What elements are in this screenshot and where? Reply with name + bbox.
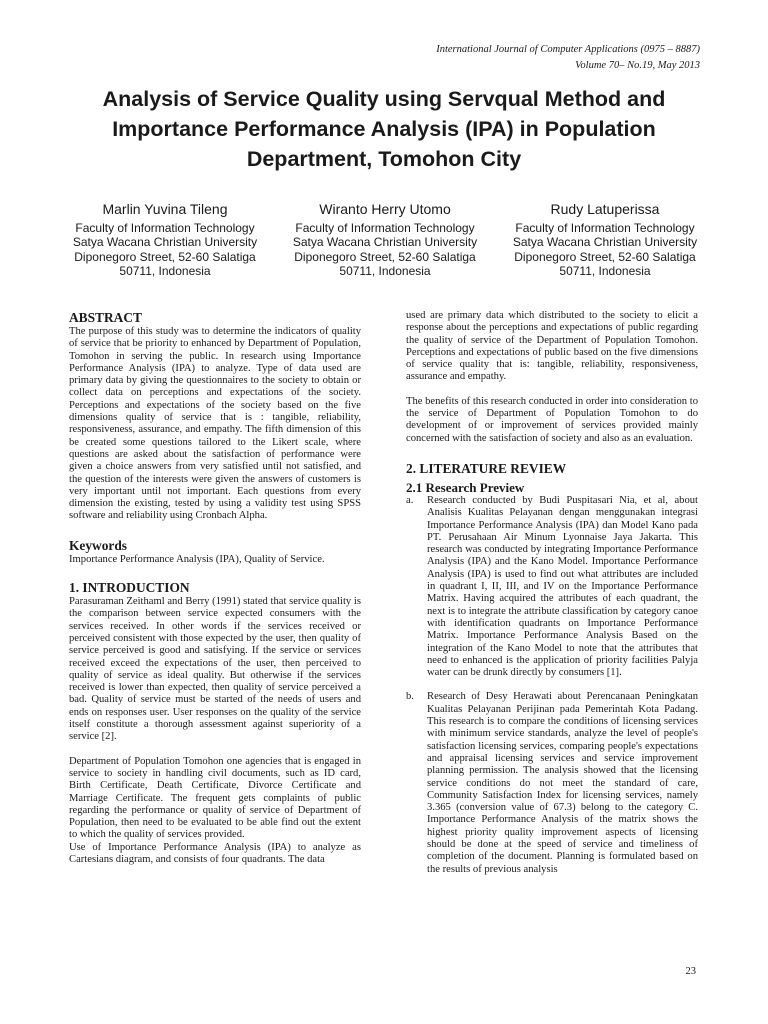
author-name: Rudy Latuperissa bbox=[550, 201, 660, 217]
author-1 bbox=[60, 202, 270, 279]
literature-item-b bbox=[406, 691, 698, 875]
right-column bbox=[406, 310, 698, 876]
paper-title: Analysis of Service Quality using Servqual Method and Importance Performance Analysis (IPA) in Population Department, Tomohon City bbox=[102, 87, 666, 171]
research-preview-subheading: 2.1 Research Preview bbox=[406, 479, 525, 495]
journal-volume: Volume 70– No.19, May 2013 bbox=[575, 60, 700, 71]
introduction-paragraph-2: Department of Population Tomohon one agencies that is engaged in service to society in handling civil documents, such as ID card, Birth Certificate, Death Certificate, Divorce Certificate and Marriage Certificate. The frequent gets complaints of public regarding the performance or quality of service of Department of Population, then need to be evaluated to be able find out the extent to which the quality of services provided. bbox=[69, 755, 361, 841]
journal-name: International Journal of Computer Applications (0975 – 8887) bbox=[436, 44, 700, 55]
author-2 bbox=[280, 202, 490, 279]
keywords-text: Importance Performance Analysis (IPA), Quality of Service. bbox=[69, 553, 325, 565]
list-marker: a. bbox=[406, 494, 414, 506]
introduction-heading: 1. INTRODUCTION bbox=[69, 580, 190, 596]
abstract-heading: ABSTRACT bbox=[69, 310, 142, 325]
keywords-heading: Keywords bbox=[69, 537, 128, 553]
literature-item-a bbox=[406, 495, 698, 679]
page-number: 23 bbox=[685, 966, 696, 977]
author-street: Diponegoro Street, 52-60 Salatiga bbox=[514, 249, 696, 264]
left-column bbox=[69, 310, 361, 866]
author-name: Wiranto Herry Utomo bbox=[319, 201, 451, 217]
list-marker: b. bbox=[406, 691, 414, 703]
author-university: Satya Wacana Christian University bbox=[72, 235, 258, 249]
author-postal: 50711, Indonesia bbox=[339, 264, 431, 278]
author-street: Diponegoro Street, 52-60 Salatiga bbox=[74, 249, 256, 264]
abstract-text: The purpose of this study was to determine the indicators of quality of service that be priority to enhanced by Department of Population, Tomohon in serving the public. In research using Importance Performance Analysis (IPA) to analyze. Type of data used are primary data by giving the questionnaires to the society to obtain or collect data on perceptions and expectations of the society. Perceptions and expectations of the society based on the five dimensions quality of service that is : tangible, reliability, responsiveness, assurance, and empathy. The fifth dimension of this be created some questions tailored to the Likert scale, where questions are asked about the satisfaction of performance were given a choice answers from very satisfied until not satisfied, and the question of the interests were given the answers of customers is very important until not important. Each questions from every dimension the existing, tested by using a validity test using SPSS software and reliability using Cronbach Alpha. bbox=[69, 326, 361, 522]
introduction-paragraph-3: Use of Importance Performance Analysis (IPA) to analyze as Cartesians diagram, and consists of four quadrants. The data bbox=[69, 841, 361, 865]
author-postal: 50711, Indonesia bbox=[559, 264, 651, 278]
author-faculty: Faculty of Information Technology bbox=[295, 220, 475, 235]
author-university: Satya Wacana Christian University bbox=[512, 235, 698, 249]
author-street: Diponegoro Street, 52-60 Salatiga bbox=[294, 249, 476, 264]
literature-item-text: Research of Desy Herawati about Perencanaan Peningkatan Kualitas Pelayanan Perijinan pada Pemerintah Kota Padang. This research is to compare the conditions of licensing services with minimum service standards, analyze the level of people's satisfaction licensing services, comparing people's expectations and appraisal licensing services and service improvement planning permission. The analysis showed that the licensing service conditions do not meet the standard of care, Community Satisfaction Index for licensing services, namely 3.365 (conversion value of 67.3) belong to the category C. Importance Performance Analysis of the matrix shows the highest priority quality improvement aspects of licensing should be done at the speed of service and timeliness of completion of the document. Planning is formulated based on the results of previous analysis bbox=[427, 691, 698, 875]
author-name: Marlin Yuvina Tileng bbox=[102, 201, 228, 217]
author-postal: 50711, Indonesia bbox=[119, 264, 211, 278]
journal-header bbox=[436, 42, 700, 74]
author-3 bbox=[500, 202, 710, 279]
literature-item-text: Research conducted by Budi Puspitasari Nia, et al, about Analisis Kualitas Pelayanan dengan menggunakan integrasi Importance Performance Analysis (IPA) dan Model Kano pada PT. Perusahaan Air Minum Lyonnaise Jaya Jakarta. This research was conducted by integrating Importance Performance Analysis (IPA) and the Kano Model. Importance Performance Analysis (IPA) is used to find out what attributes are included in quadrant I, II, III, and IV on the Importance Performance Matrix. Having acquired the attributes of each quadrant, the next is to integrate the attribute classification by category canoe with identification quadrants on Importance Performance Matrix. Importance Performance Analysis Based on the integration of the Kano Model to note that the attributes that need to enhanced is the application of priority facilities Palyja water can be drunk directly by consumers [1]. bbox=[427, 494, 698, 679]
author-university: Satya Wacana Christian University bbox=[292, 235, 478, 249]
introduction-paragraph-4: used are primary data which distributed to the society to elicit a response about the perceptions and expectations of public regarding the quality of service of the Department of Population Tomohon. Perceptions and expectations of public based on the five dimensions of service quality that is: tangible, reliability, responsiveness, assurance and empathy. bbox=[406, 310, 698, 383]
introduction-paragraph-5: The benefits of this research conducted in order into consideration to the service of Department of Population Tomohon to do development of or improvement of services provided mainly concerned with the satisfaction of society and also as an evaluation. bbox=[406, 395, 698, 444]
author-faculty: Faculty of Information Technology bbox=[75, 220, 255, 235]
author-faculty: Faculty of Information Technology bbox=[515, 220, 695, 235]
literature-heading: 2. LITERATURE REVIEW bbox=[406, 460, 567, 476]
author-block bbox=[60, 202, 710, 279]
introduction-paragraph-1: Parasuraman Zeithaml and Berry (1991) stated that service quality is the comparison between service expected consumers with the services received. In other words if the services received or perceived consistent with those expected by the user, then quality of service perceived is good and satisfying. If the service or services received exceed the expectations of the user, then perceived to quality of service as ideal quality. But otherwise if the services received is lower than expected, then quality of service perceived a bad. Quality of service must be started of the needs of users and ends on responses user. User responses on the quality of the service itself constitute a thorough assessment against superiority of a service [2]. bbox=[69, 596, 361, 743]
